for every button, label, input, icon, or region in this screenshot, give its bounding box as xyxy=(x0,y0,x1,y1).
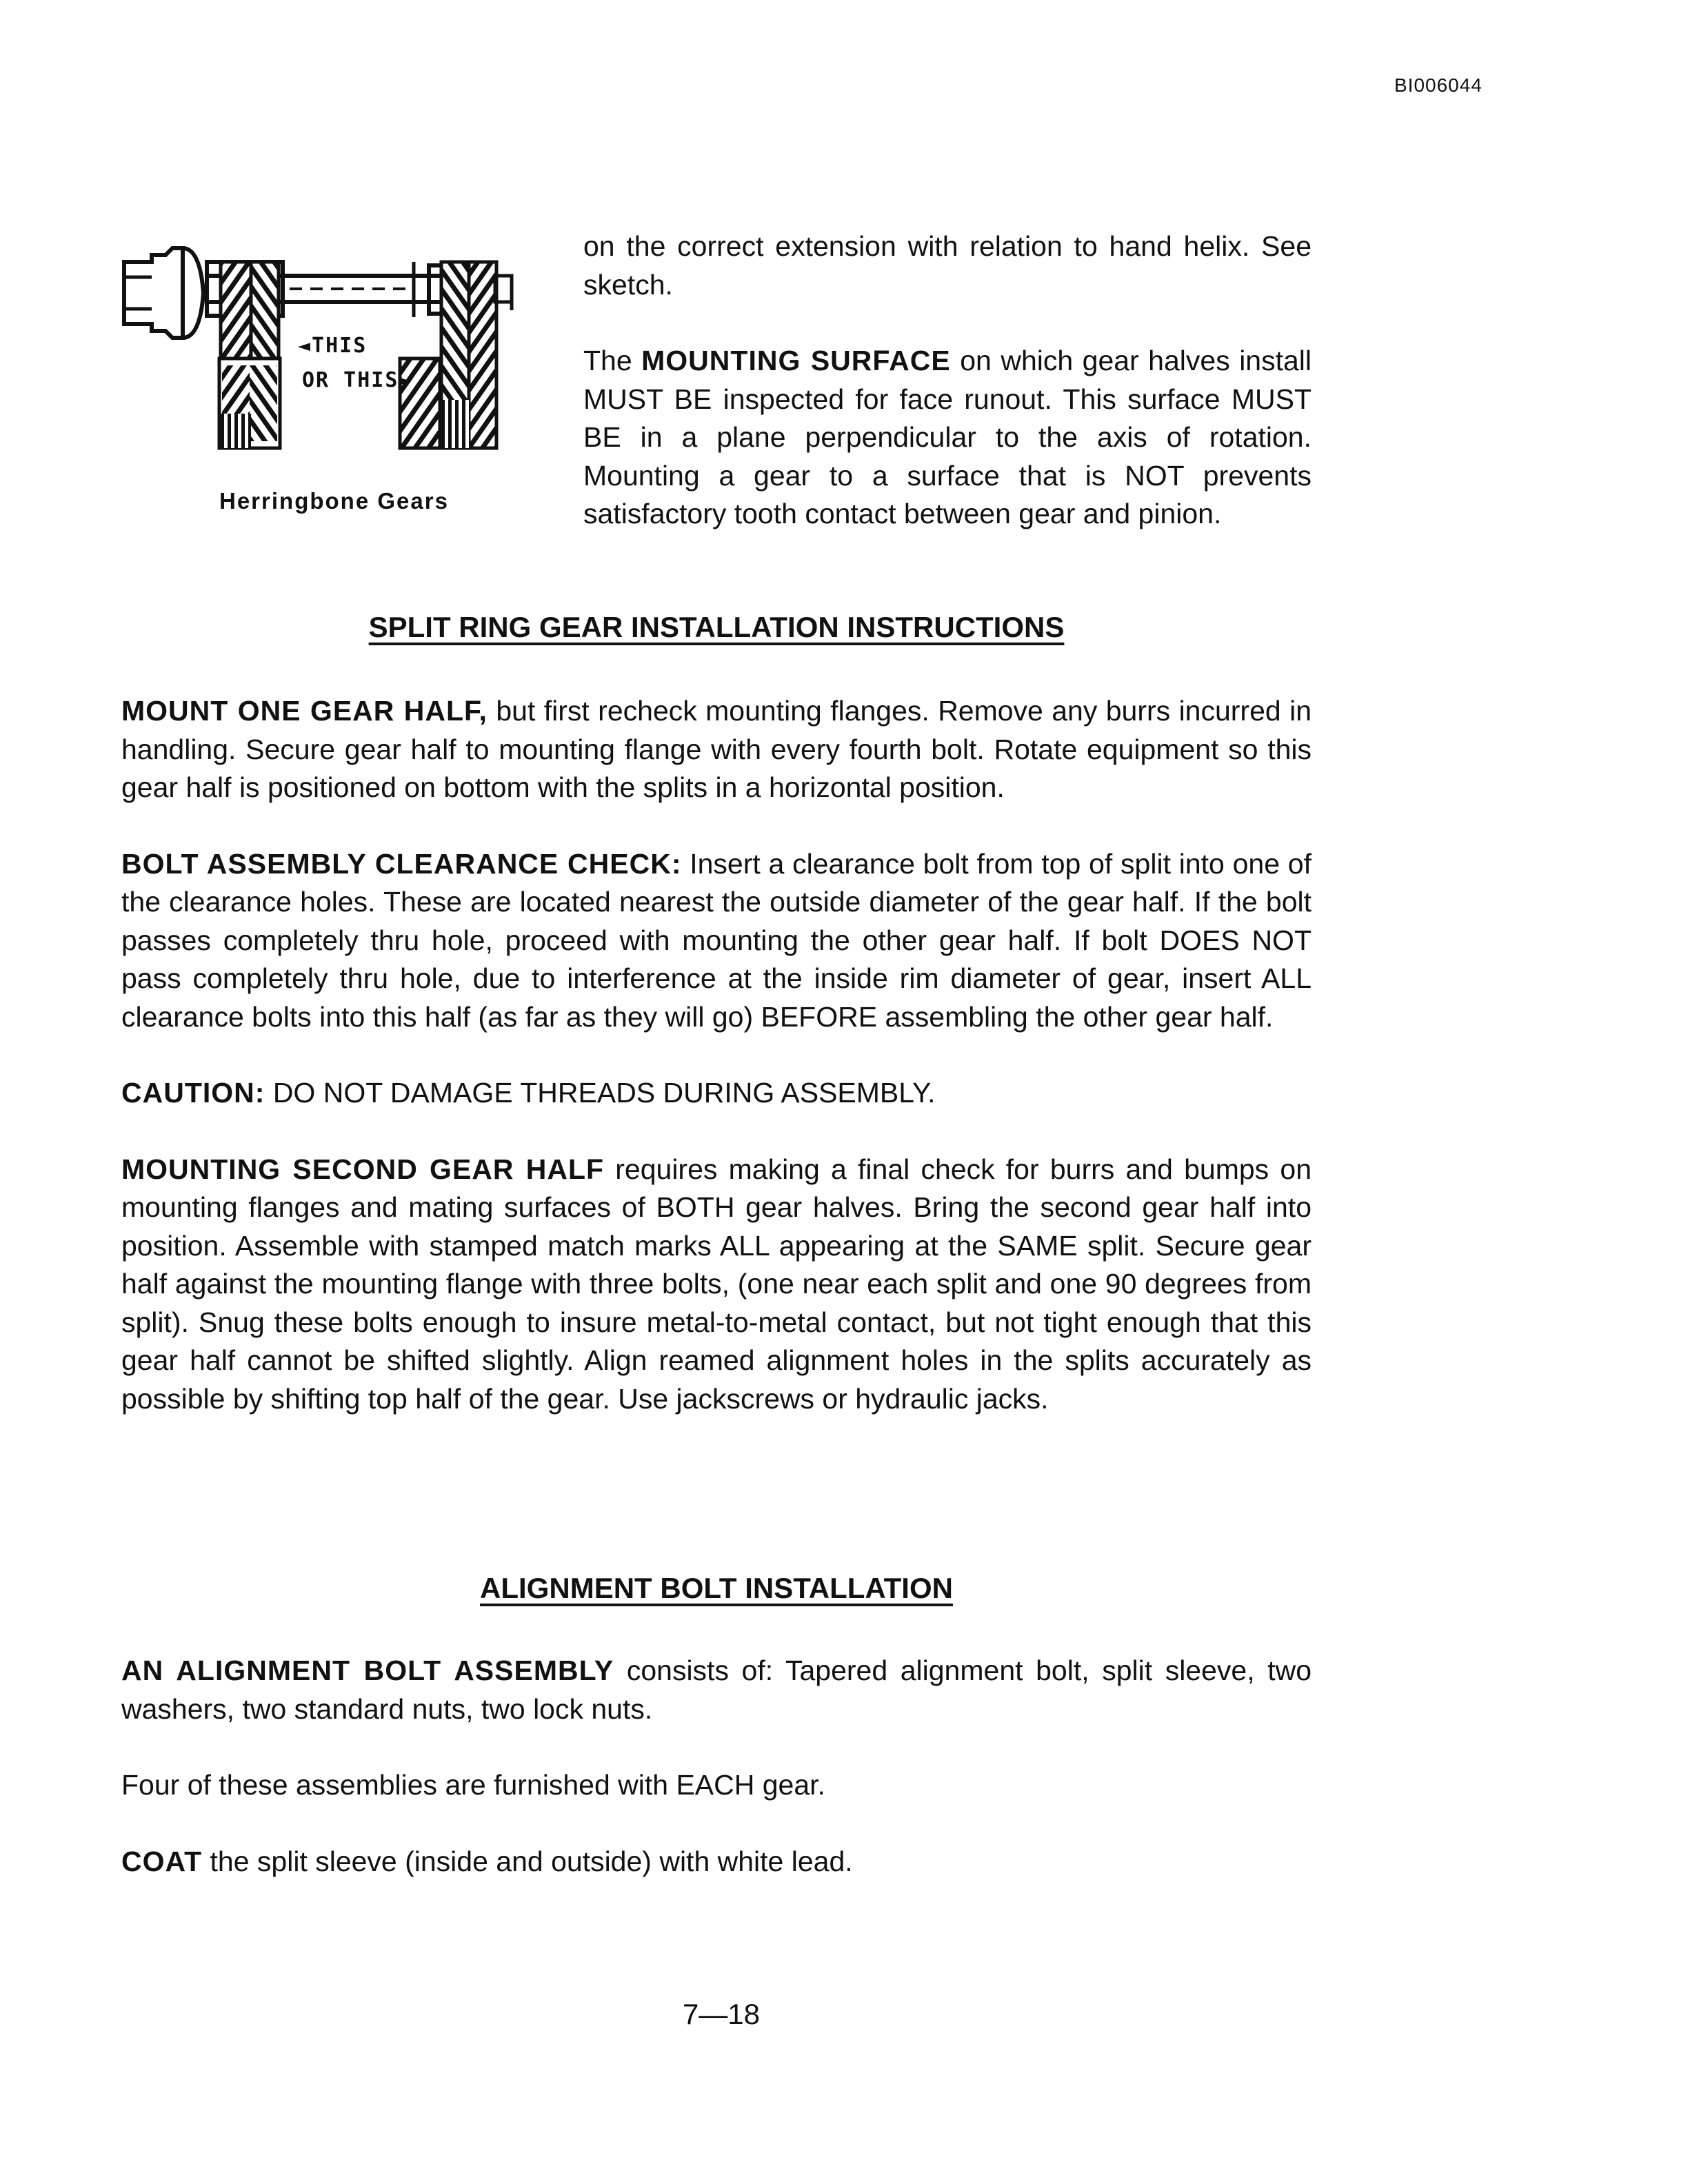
intro-text xyxy=(583,228,1312,534)
caution-text: DO NOT DAMAGE THREADS DURING ASSEMBLY. xyxy=(265,1077,936,1109)
document-id: BI006044 xyxy=(1394,74,1483,96)
section2-body xyxy=(121,1652,1312,1881)
section1-body xyxy=(121,692,1312,1418)
mount-one-gear-half-text: but first recheck mounting flanges. Remove any burrs incurred in handling. Secure gear half to mounting flange with every fourth bolt. Rotate equipment so this gear half is positioned on bottom with the splits in a horizontal position. xyxy=(121,695,1312,803)
alignment-bolt-assembly-paragraph xyxy=(121,1652,1312,1728)
coat-paragraph xyxy=(121,1843,1312,1881)
figure-label-or-this: OR THIS► xyxy=(302,368,413,392)
coat-term: COAT xyxy=(121,1845,203,1877)
intro-paragraph-2-text: on which gear halves install MUST BE inspected for face runout. This surface MUST BE in a plane perpendicular to the axis of rotation. Mounting a gear to a surface that is NOT prevents satisfactory tooth contact between gear and pinion. xyxy=(583,345,1312,529)
alignment-bolt-assembly-text: consists of: Tapered alignment bolt, split sleeve, two washers, two standard nuts, two lock nuts. xyxy=(121,1655,1312,1725)
intro-paragraph-1: on the correct extension with relation to hand helix. See sketch. xyxy=(583,230,1312,301)
bolt-clearance-term: BOLT ASSEMBLY CLEARANCE CHECK: xyxy=(121,847,682,880)
page-number: 7—18 xyxy=(682,1998,761,2030)
mounting-second-half-term: MOUNTING SECOND GEAR HALF xyxy=(121,1153,605,1185)
intro-paragraph-2-lead-text: The xyxy=(583,345,642,376)
mount-one-gear-half-term: MOUNT ONE GEAR HALF, xyxy=(121,695,488,727)
figure-label-this: ◄THIS xyxy=(298,334,368,358)
assemblies-furnished-paragraph: Four of these assemblies are furnished with EACH gear. xyxy=(121,1769,825,1801)
bolt-clearance-paragraph xyxy=(121,845,1312,1037)
mounting-surface-term: MOUNTING SURFACE xyxy=(641,345,951,376)
section-heading-split-ring: SPLIT RING GEAR INSTALLATION INSTRUCTIONS xyxy=(368,611,1065,643)
alignment-bolt-assembly-term: AN ALIGNMENT BOLT ASSEMBLY xyxy=(121,1655,614,1686)
bolt-clearance-text: Insert a clearance bolt from top of split into one of the clearance holes. These are located nearest the outside diameter of the gear half. If the bolt passes completely thru hole, proceed with mounting the other gear half. If bolt DOES NOT pass completely thru hole, due to interference at the inside rim diameter of gear, insert ALL clearance bolts into this half (as far as they will go) BEFORE assembling the other gear half. xyxy=(121,847,1312,1033)
herringbone-gears-figure xyxy=(117,234,545,524)
figure-caption: Herringbone Gears xyxy=(219,488,449,514)
intro-paragraph-2 xyxy=(583,342,1312,534)
caution-paragraph xyxy=(121,1074,1312,1113)
mounting-second-half-paragraph xyxy=(121,1151,1312,1419)
mount-one-gear-half-paragraph xyxy=(121,692,1312,807)
section-heading-alignment-bolt: ALIGNMENT BOLT INSTALLATION xyxy=(480,1572,953,1604)
coat-text: the split sleeve (inside and outside) with white lead. xyxy=(202,1845,853,1877)
mounting-second-half-text: requires making a final check for burrs and bumps on mounting flanges and mating surfaces of BOTH gear halves. Bring the second gear half into position. Assemble with stamped match marks ALL appearing at the SAME split. Secure gear half against the mounting flange with three bolts, (one near each split and one 90 degrees from split). Snug these bolts enough to insure metal-to-metal contact, but not tight enough that this gear half cannot be shifted slightly. Align reamed alignment holes in the splits accurately as possible by shifting top half of the gear. Use jackscrews or hydraulic jacks. xyxy=(121,1153,1312,1415)
caution-term: CAUTION: xyxy=(121,1077,265,1109)
